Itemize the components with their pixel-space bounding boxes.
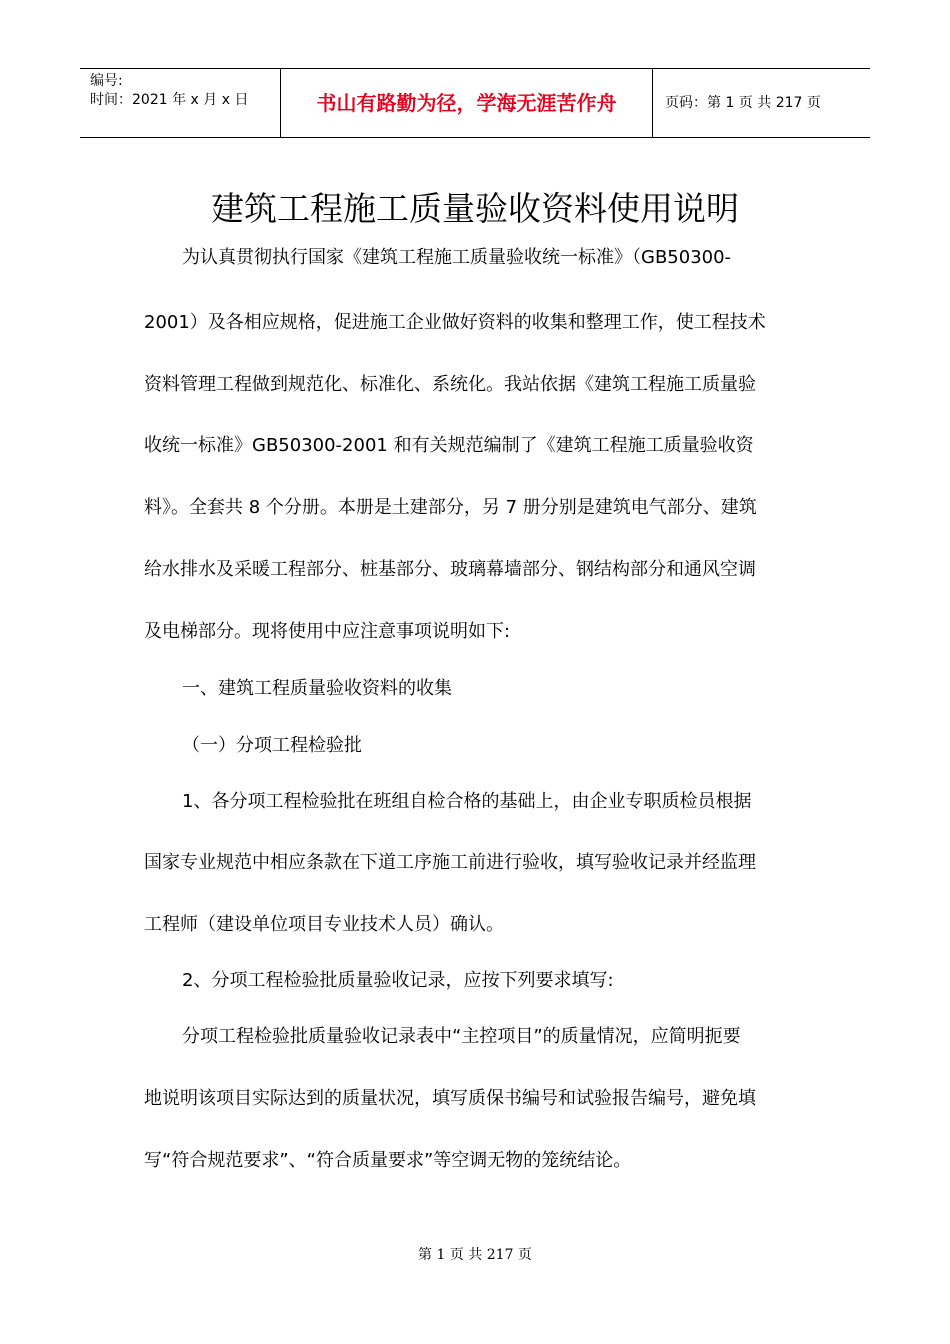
header-info-cell	[80, 69, 281, 137]
body-line: 资料管理工程做到规范化、标准化、系统化。我站依据《建筑工程施工质量验	[144, 374, 756, 395]
body-line: 2001）及各相应规格，促进施工企业做好资料的收集和整理工作，使工程技术	[144, 312, 766, 333]
body-line: 写“符合规范要求”、“符合质量要求”等空调无物的笼统结论。	[144, 1150, 632, 1171]
header-motto-cell	[281, 69, 653, 137]
subsection-heading: （一）分项工程检验批	[182, 735, 362, 756]
body-line: 工程师（建设单位项目专业技术人员）确认。	[144, 914, 504, 935]
document-title: 建筑工程施工质量验收资料使用说明	[211, 189, 739, 228]
header-motto: 书山有路勤为径，学海无涯苦作舟	[316, 91, 617, 115]
body-line: 料》。全套共 8 个分册。本册是土建部分，另 7 册分别是建筑电气部分、建筑	[144, 497, 757, 518]
body-line: 国家专业规范中相应条款在下道工序施工前进行验收，填写验收记录并经监理	[144, 852, 756, 873]
document-number-label: 编号:	[90, 73, 123, 89]
page-header	[80, 68, 870, 138]
document-time-label: 时间：2021 年 x 月 x 日	[90, 92, 249, 108]
body-line: 分项工程检验批质量验收记录表中“主控项目”的质量情况，应简明扼要	[182, 1026, 741, 1047]
body-line: 给水排水及采暖工程部分、桩基部分、玻璃幕墙部分、钢结构部分和通风空调	[144, 559, 756, 580]
section-heading: 一、建筑工程质量验收资料的收集	[182, 678, 452, 699]
body-line: 为认真贯彻执行国家《建筑工程施工质量验收统一标准》（GB50300-	[182, 247, 732, 268]
body-line: 收统一标准》GB50300-2001 和有关规范编制了《建筑工程施工质量验收资	[144, 435, 754, 456]
page-footer: 第 1 页 共 217 页	[418, 1247, 532, 1263]
body-line: 地说明该项目实际达到的质量状况，填写质保书编号和试验报告编号，避免填	[144, 1088, 756, 1109]
body-line: 2、分项工程检验批质量验收记录，应按下列要求填写:	[182, 970, 614, 991]
body-line: 1、各分项工程检验批在班组自检合格的基础上，由企业专职质检员根据	[182, 791, 752, 812]
header-page-cell	[653, 69, 870, 137]
body-line: 及电梯部分。现将使用中应注意事项说明如下:	[144, 621, 511, 642]
header-page-info: 页码：第 1 页 共 217 页	[665, 95, 821, 111]
